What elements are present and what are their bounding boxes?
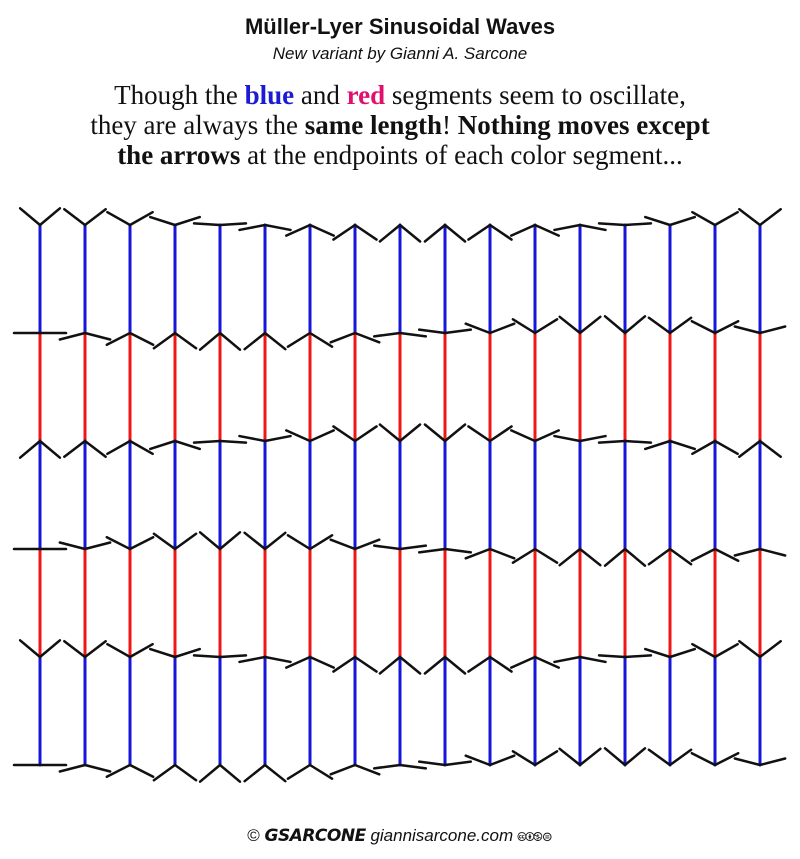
- arrow-fin: [239, 225, 265, 230]
- arrow-fin: [400, 225, 420, 241]
- arrow-fin: [692, 549, 715, 561]
- arrow-fin: [445, 549, 471, 552]
- bold-phrase: Nothing moves except: [457, 110, 710, 140]
- arrow-fin: [670, 217, 695, 225]
- arrow-fin: [649, 318, 670, 333]
- arrow-fin: [625, 748, 645, 765]
- arrow-fin: [40, 441, 60, 458]
- arrow-fin: [511, 225, 535, 236]
- arrow-fin: [288, 535, 310, 549]
- arrow-fin: [355, 225, 377, 240]
- arrow-fin: [150, 441, 175, 449]
- arrow-fin: [175, 765, 196, 780]
- arrow-fin: [670, 441, 695, 449]
- arrow-fin: [150, 217, 175, 225]
- arrow-fin: [130, 333, 153, 345]
- arrow-fin: [419, 549, 445, 552]
- arrow-fin: [692, 321, 715, 333]
- arrow-fin: [265, 765, 285, 781]
- arrow-fin: [490, 324, 514, 333]
- arrow-fin: [535, 751, 557, 765]
- arrow-fin: [445, 330, 471, 333]
- arrow-fin: [625, 223, 651, 225]
- arrow-fin: [535, 319, 557, 333]
- arrow-fin: [739, 441, 760, 457]
- arrow-fin: [130, 212, 153, 225]
- arrow-fin: [154, 333, 175, 348]
- arrow-fin: [599, 223, 625, 225]
- arrow-fin: [374, 765, 400, 768]
- arrow-fin: [154, 765, 175, 780]
- arrow-fin: [175, 333, 196, 348]
- arrow-fin: [239, 657, 265, 662]
- author-logo: GSARCONE: [264, 826, 366, 846]
- description-text: segments seem to oscillate,: [385, 80, 686, 110]
- arrow-fin: [466, 756, 490, 765]
- arrow-fin: [670, 318, 691, 333]
- arrow-fin: [490, 225, 512, 240]
- arrow-fin: [739, 641, 760, 657]
- arrow-fin: [735, 327, 760, 333]
- arrow-fin: [649, 549, 670, 564]
- arrow-fin: [692, 212, 715, 225]
- arrow-fin: [355, 765, 379, 774]
- arrow-fin: [419, 762, 445, 765]
- arrow-fin: [400, 546, 426, 549]
- arrow-fin: [605, 316, 625, 333]
- arrow-fin: [355, 540, 379, 549]
- arrow-fin: [490, 657, 512, 672]
- arrow-fin: [85, 209, 106, 225]
- arrow-fin: [331, 765, 355, 774]
- arrow-fin: [265, 657, 291, 662]
- arrow-fin: [625, 316, 645, 333]
- arrow-fin: [735, 759, 760, 765]
- arrow-fin: [511, 430, 535, 441]
- arrow-fin: [445, 762, 471, 765]
- arrow-fin: [310, 333, 332, 347]
- arrow-fin: [425, 225, 445, 241]
- arrow-fin: [380, 225, 400, 241]
- arrow-fin: [245, 533, 265, 549]
- arrow-fin: [220, 223, 246, 225]
- arrow-fin: [85, 333, 110, 339]
- arrow-fin: [245, 765, 265, 781]
- arrow-fin: [64, 209, 85, 225]
- arrow-fin: [554, 436, 580, 441]
- arrow-fin: [445, 225, 465, 241]
- arrow-fin: [560, 317, 580, 333]
- arrow-fin: [40, 640, 60, 657]
- arrow-fin: [85, 543, 110, 549]
- arrow-fin: [333, 225, 355, 240]
- arrow-fin: [513, 319, 535, 333]
- arrow-fin: [445, 425, 465, 441]
- arrow-fin: [85, 441, 106, 457]
- arrow-fin: [692, 644, 715, 657]
- arrow-fin: [200, 765, 220, 782]
- arrow-fin: [265, 533, 285, 549]
- arrow-fin: [490, 756, 514, 765]
- arrow-fin: [466, 549, 490, 558]
- arrow-fin: [760, 759, 785, 765]
- arrow-fin: [194, 441, 220, 443]
- arrow-fin: [400, 657, 420, 673]
- description-text: !: [441, 110, 458, 140]
- arrow-fin: [130, 441, 153, 454]
- arrow-fin: [355, 657, 377, 672]
- arrow-fin: [200, 532, 220, 549]
- arrow-fin: [560, 749, 580, 765]
- arrow-fin: [175, 534, 196, 549]
- arrow-fin: [580, 317, 600, 333]
- arrow-fin: [220, 333, 240, 350]
- arrow-fin: [670, 549, 691, 564]
- arrow-fin: [760, 209, 781, 225]
- arrow-fin: [85, 765, 110, 771]
- bold-phrase: same length: [304, 110, 442, 140]
- arrow-fin: [194, 223, 220, 225]
- arrow-fin: [64, 441, 85, 457]
- arrow-fin: [380, 425, 400, 441]
- website-text: giannisarcone.com: [370, 826, 514, 845]
- arrow-fin: [739, 209, 760, 225]
- arrow-fin: [560, 549, 580, 565]
- arrow-fin: [220, 441, 246, 443]
- page-subtitle: New variant by Gianni A. Sarcone: [272, 44, 528, 63]
- arrow-fin: [490, 549, 514, 558]
- arrow-fin: [107, 212, 130, 225]
- red-keyword: red: [346, 80, 386, 110]
- description-text: and: [294, 80, 347, 110]
- arrow-fin: [130, 537, 153, 549]
- arrow-fin: [220, 532, 240, 549]
- arrow-fin: [310, 430, 334, 441]
- arrow-fin: [625, 441, 651, 443]
- arrow-fin: [625, 549, 645, 566]
- muller-lyer-illusion: [0, 180, 800, 800]
- arrow-fin: [715, 212, 738, 225]
- arrow-fin: [20, 441, 40, 458]
- arrow-fin: [355, 333, 379, 342]
- arrow-fin: [107, 441, 130, 454]
- arrow-fin: [760, 641, 781, 657]
- arrow-fin: [310, 225, 334, 236]
- arrow-fin: [468, 426, 490, 441]
- arrow-fin: [107, 644, 130, 657]
- arrow-fin: [20, 208, 40, 225]
- arrow-fin: [554, 225, 580, 230]
- description: [0, 80, 800, 170]
- arrow-fin: [735, 549, 760, 555]
- arrow-fin: [580, 225, 606, 230]
- arrow-fin: [265, 225, 291, 230]
- arrow-fin: [380, 657, 400, 673]
- arrow-fin: [513, 751, 535, 765]
- arrow-fin: [649, 750, 670, 765]
- arrow-fin: [605, 748, 625, 765]
- copyright-symbol: ©: [247, 826, 260, 845]
- arrow-fin: [374, 546, 400, 549]
- arrow-fin: [154, 534, 175, 549]
- arrow-fin: [85, 641, 106, 657]
- arrow-fin: [245, 333, 265, 349]
- arrow-fin: [580, 749, 600, 765]
- page-title: Müller-Lyer Sinusoidal Waves: [244, 14, 556, 39]
- arrow-fin: [200, 333, 220, 350]
- arrow-fin: [374, 333, 400, 336]
- arrow-fin: [288, 333, 310, 347]
- arrow-fin: [194, 655, 220, 657]
- arrow-fin: [265, 333, 285, 349]
- arrow-fin: [20, 640, 40, 657]
- arrow-fin: [265, 436, 291, 441]
- arrow-fin: [715, 441, 738, 454]
- arrow-fin: [466, 324, 490, 333]
- arrow-fin: [239, 436, 265, 441]
- arrow-fin: [400, 425, 420, 441]
- arrow-fin: [310, 535, 332, 549]
- arrow-fin: [310, 657, 334, 668]
- arrow-fin: [333, 657, 355, 672]
- description-text: they are always the: [90, 110, 305, 140]
- arrow-fin: [468, 657, 490, 672]
- arrow-fin: [554, 657, 580, 662]
- arrow-fin: [288, 765, 310, 779]
- arrow-fin: [130, 765, 153, 777]
- arrow-fin: [580, 657, 606, 662]
- arrow-fin: [220, 765, 240, 782]
- description-text: Though the: [114, 80, 245, 110]
- arrow-fin: [670, 649, 695, 657]
- arrow-fin: [355, 426, 377, 441]
- arrow-fin: [760, 549, 785, 555]
- arrow-fin: [220, 655, 246, 657]
- arrow-fin: [425, 657, 445, 673]
- footer: [0, 826, 800, 846]
- arrow-fin: [468, 225, 490, 240]
- arrow-fin: [605, 549, 625, 566]
- arrow-fin: [513, 549, 535, 563]
- arrow-fin: [310, 765, 332, 779]
- arrow-fin: [599, 441, 625, 443]
- arrow-fin: [760, 327, 785, 333]
- arrow-fin: [419, 330, 445, 333]
- arrow-fin: [692, 441, 715, 454]
- arrow-fin: [490, 426, 512, 441]
- arrow-fin: [760, 441, 781, 457]
- arrow-fin: [40, 208, 60, 225]
- arrow-fin: [580, 549, 600, 565]
- license-icons: 🅭🅯🄏⊜: [517, 830, 553, 845]
- arrow-fin: [599, 655, 625, 657]
- arrow-fin: [333, 426, 355, 441]
- arrow-fin: [331, 540, 355, 549]
- arrow-fin: [511, 657, 535, 668]
- arrow-fin: [400, 333, 426, 336]
- arrow-fin: [425, 425, 445, 441]
- arrow-fin: [625, 655, 651, 657]
- arrow-fin: [580, 436, 606, 441]
- arrow-fin: [692, 753, 715, 765]
- arrow-fin: [130, 644, 153, 657]
- arrow-fin: [670, 750, 691, 765]
- bold-phrase: the arrows: [117, 140, 241, 170]
- arrow-fin: [445, 657, 465, 673]
- arrow-fin: [715, 644, 738, 657]
- arrow-fin: [331, 333, 355, 342]
- arrow-fin: [64, 641, 85, 657]
- arrow-fin: [150, 649, 175, 657]
- blue-keyword: blue: [244, 80, 295, 110]
- description-text: at the endpoints of each color segment...: [240, 140, 683, 170]
- arrow-fin: [400, 765, 426, 768]
- arrow-fin: [535, 549, 557, 563]
